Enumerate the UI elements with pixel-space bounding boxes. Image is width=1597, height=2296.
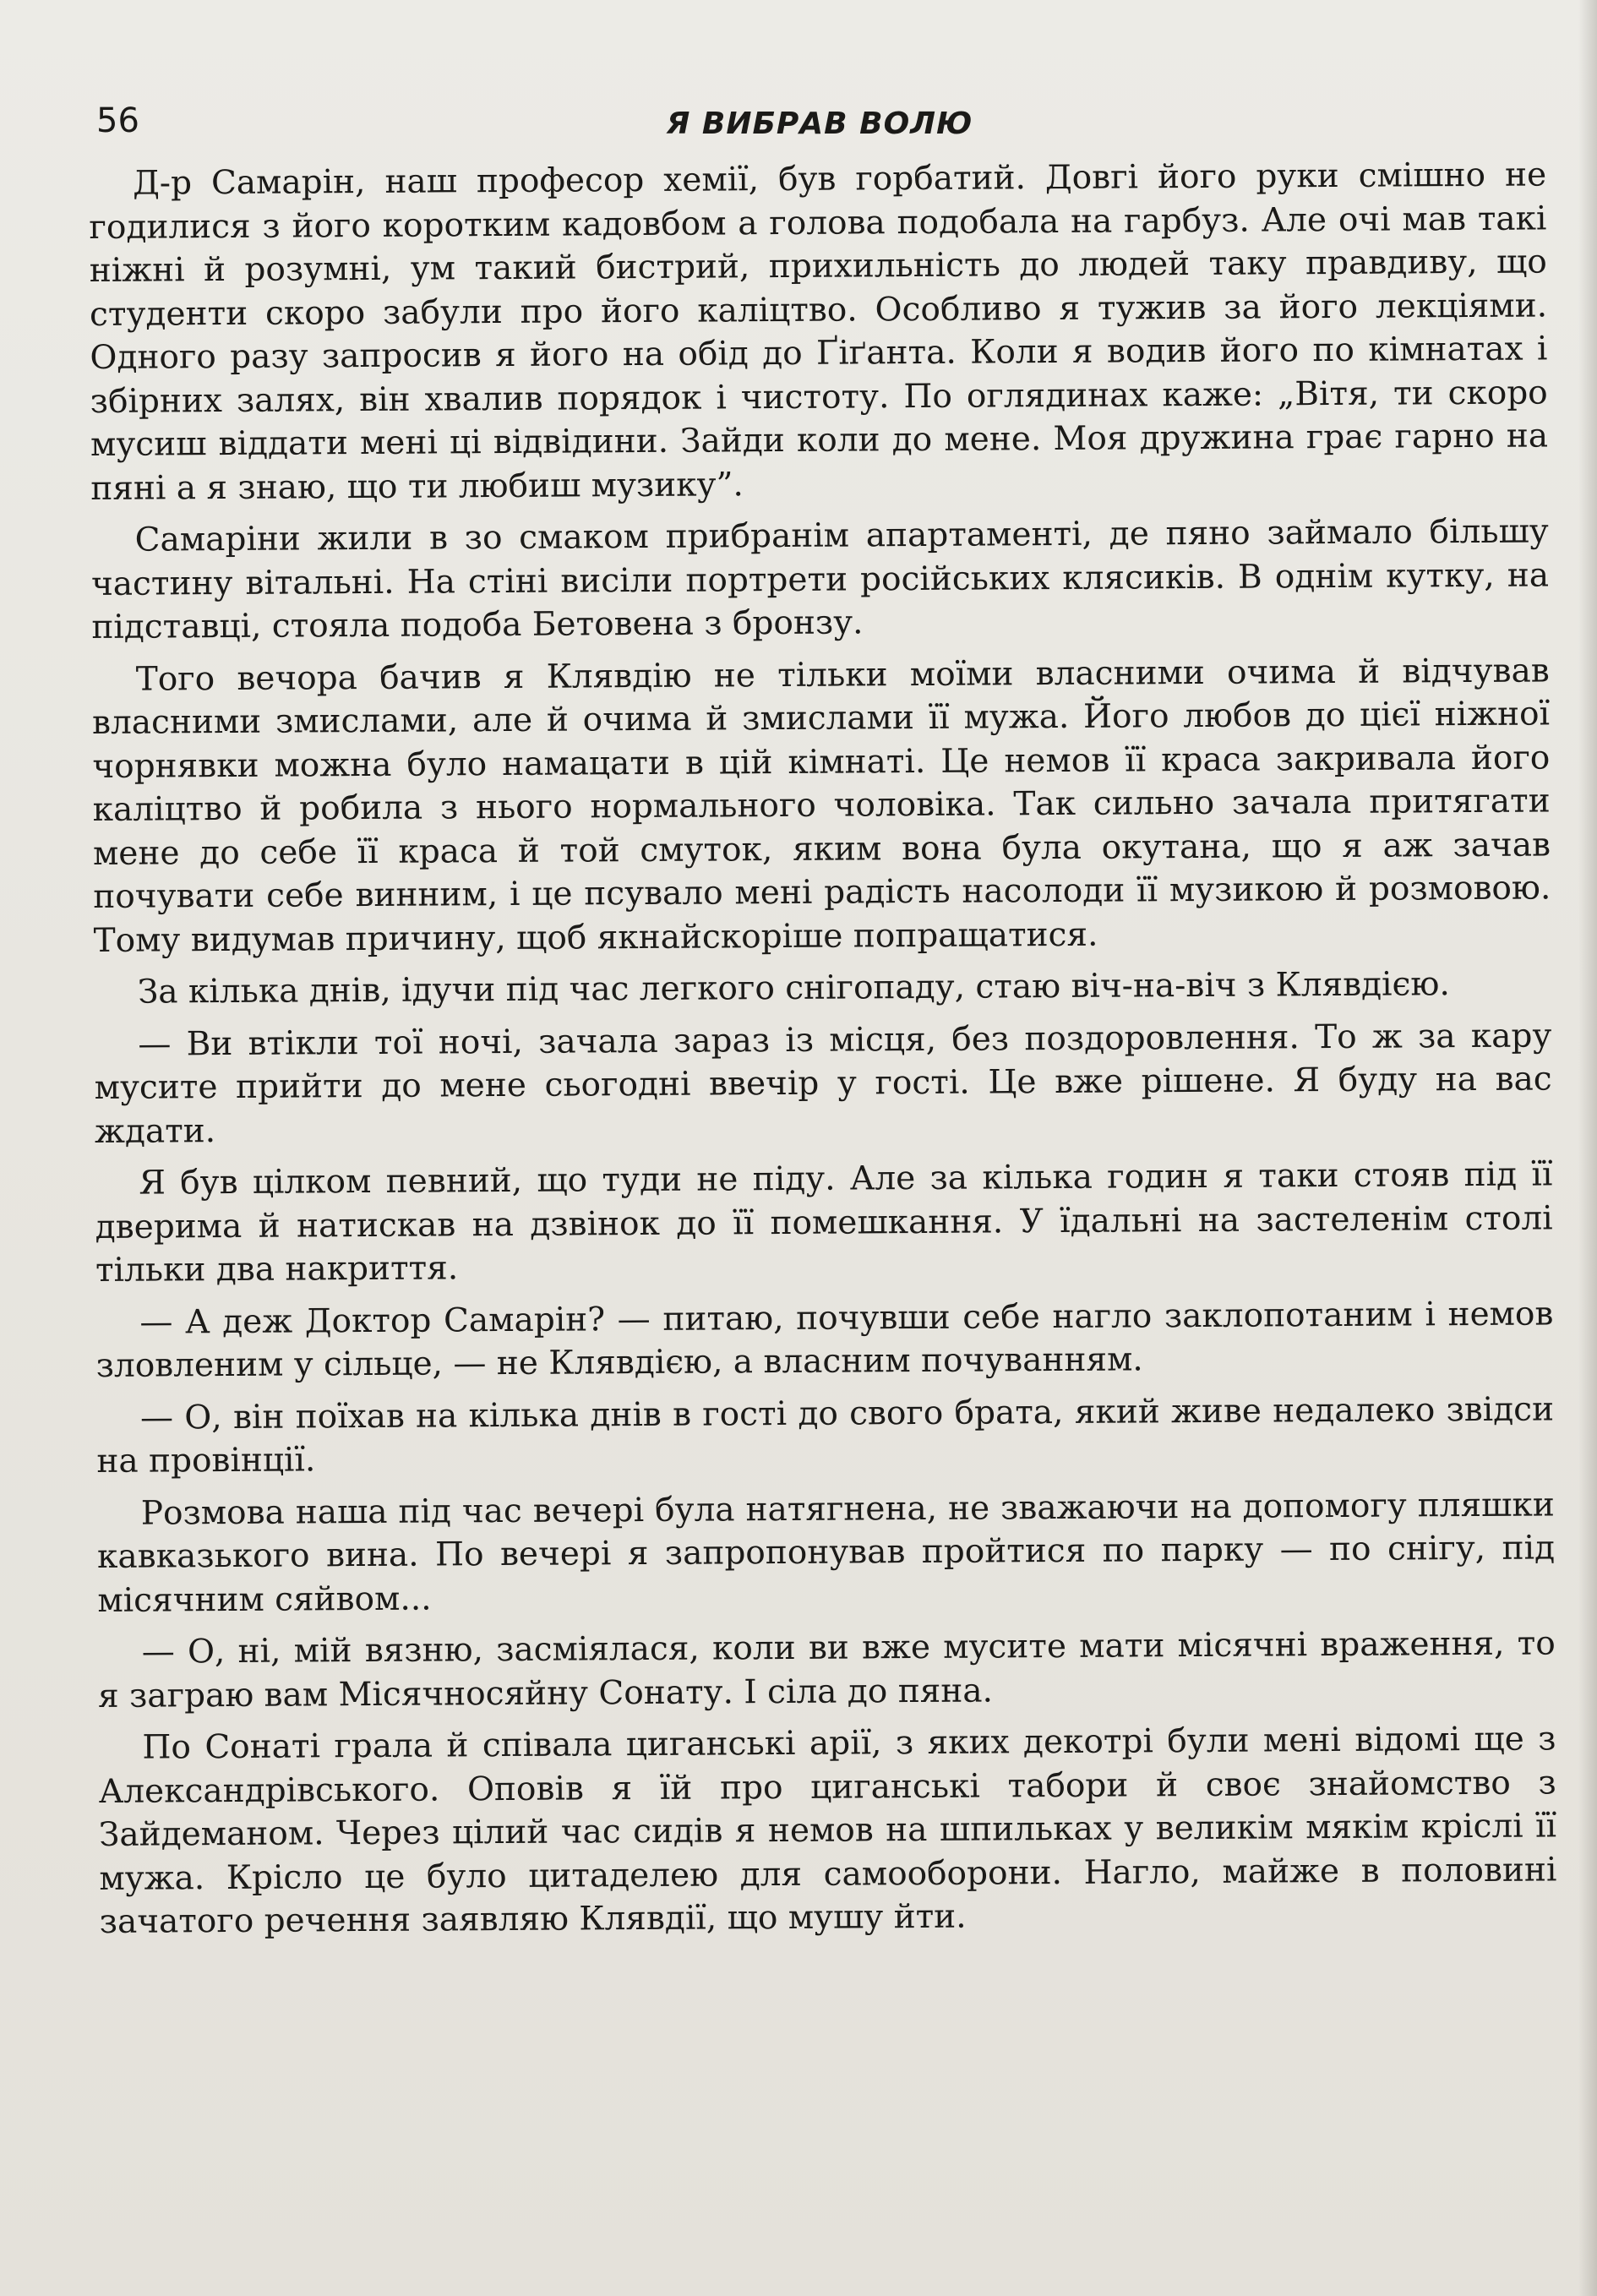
paragraph: Самаріни жили в зо смаком прибранім апартаменті, де пяно займало більшу частину вітальні. На стіні висіли портрети російських клясиків. В однім кутку, на підставці, стояла подоба Бетовена з бронзу. <box>90 512 1550 646</box>
page-number: 56 <box>96 101 139 140</box>
paragraph: Я був цілком певний, що туди не піду. Але за кілька годин я таки стояв під її дверима й натискав на дзвінок до її помешкання. У їдальні на застеленім столі тільки два накриття. <box>95 1155 1553 1290</box>
paragraph: — Ви втікли тої ночі, зачала зараз із місця, без поздоровлення. То ж за кару мусите прийти до мене сьогодні ввечір у гості. Це вже рішене. Я буду на вас ждати. <box>94 1016 1552 1151</box>
paragraph: За кілька днів, ідучи під час легкого снігопаду, стаю віч-на-віч з Клявдією. <box>137 965 1450 1012</box>
paragraph: По Сонаті грала й співала циганські арії, з яких декотрі були мені відомі ще з Александрівського. Оповів я їй про циганські табори й своє знайомство з Зайдеманом. Через цілий час сидів я немов на шпильках у великім мякім кріслі її мужа. Крісло це було цитаделею для самооборони. Нагло, майже в половині зачатого речення заявляю Клявдії, що мушу йти. <box>98 1720 1557 1941</box>
paragraph: — А деж Доктор Самарін? — питаю, почувши себе нагло заклопотаним і немов зловленим у сільце, — не Клявдією, а власним почуванням. <box>95 1294 1554 1385</box>
running-head <box>93 100 1546 150</box>
running-head-title: Я ВИБРАВ ВОЛЮ <box>666 106 973 141</box>
page-edge-shadow <box>1578 0 1597 2296</box>
paragraph: — О, ні, мій вязню, засміялася, коли ви вже мусите мати місячні враження, то я заграю вам Місячносяйну Сонату. І сіла до пяна. <box>97 1624 1556 1715</box>
paragraph: — О, він поїхав на кілька днів в гості до свого брата, який живе недалеко звідси на провінції. <box>96 1389 1555 1481</box>
paragraph: Того вечора бачив я Клявдію не тільки моїми власними очима й відчував власними змислами, але й очима й змислами її мужа. Його любов до цієї ніжної чорнявки можна було намацати в цій кімнаті. Це немов її краса закривала його каліцтво й робила з нього нормального чоловіка. Так сильно зачала притягати мене до себе її краса й той смуток, яким вона була окутана, що я аж зачав почувати себе винним, і це псувало мені радість насолоди її музикою й розмовою. Тому видумав причину, щоб якнайскоріше попращатися. <box>91 651 1551 960</box>
paragraph: Розмова наша під час вечері була натягнена, не зважаючи на допомогу пляшки кавказького вина. По вечері я запропонував пройтися по парку — по снігу, під місячним сяйвом... <box>96 1485 1556 1620</box>
paragraph: Д-р Самарін, наш професор хемії, був горбатий. Довгі його руки смішно не годилися з його коротким кадовбом а голова подобала на гарбуз. Але очі мав такі ніжні й розумні, ум такий бистрий, прихильність до людей таку правдиву, що студенти скоро забули про його каліцтво. Особливо я тужив за його лекціями. Одного разу запросив я його на обід до Ґіґанта. Коли я водив його по кімнатах і збірних залях, він хвалив порядок і чистоту. По оглядинах каже: „Вітя, ти скоро мусиш віддати мені ці відвідини. Зайди коли до мене. Моя дружина грає гарно на пяні а я знаю, що ти любиш музику”. <box>89 155 1549 508</box>
page-body-text <box>89 153 1557 1952</box>
